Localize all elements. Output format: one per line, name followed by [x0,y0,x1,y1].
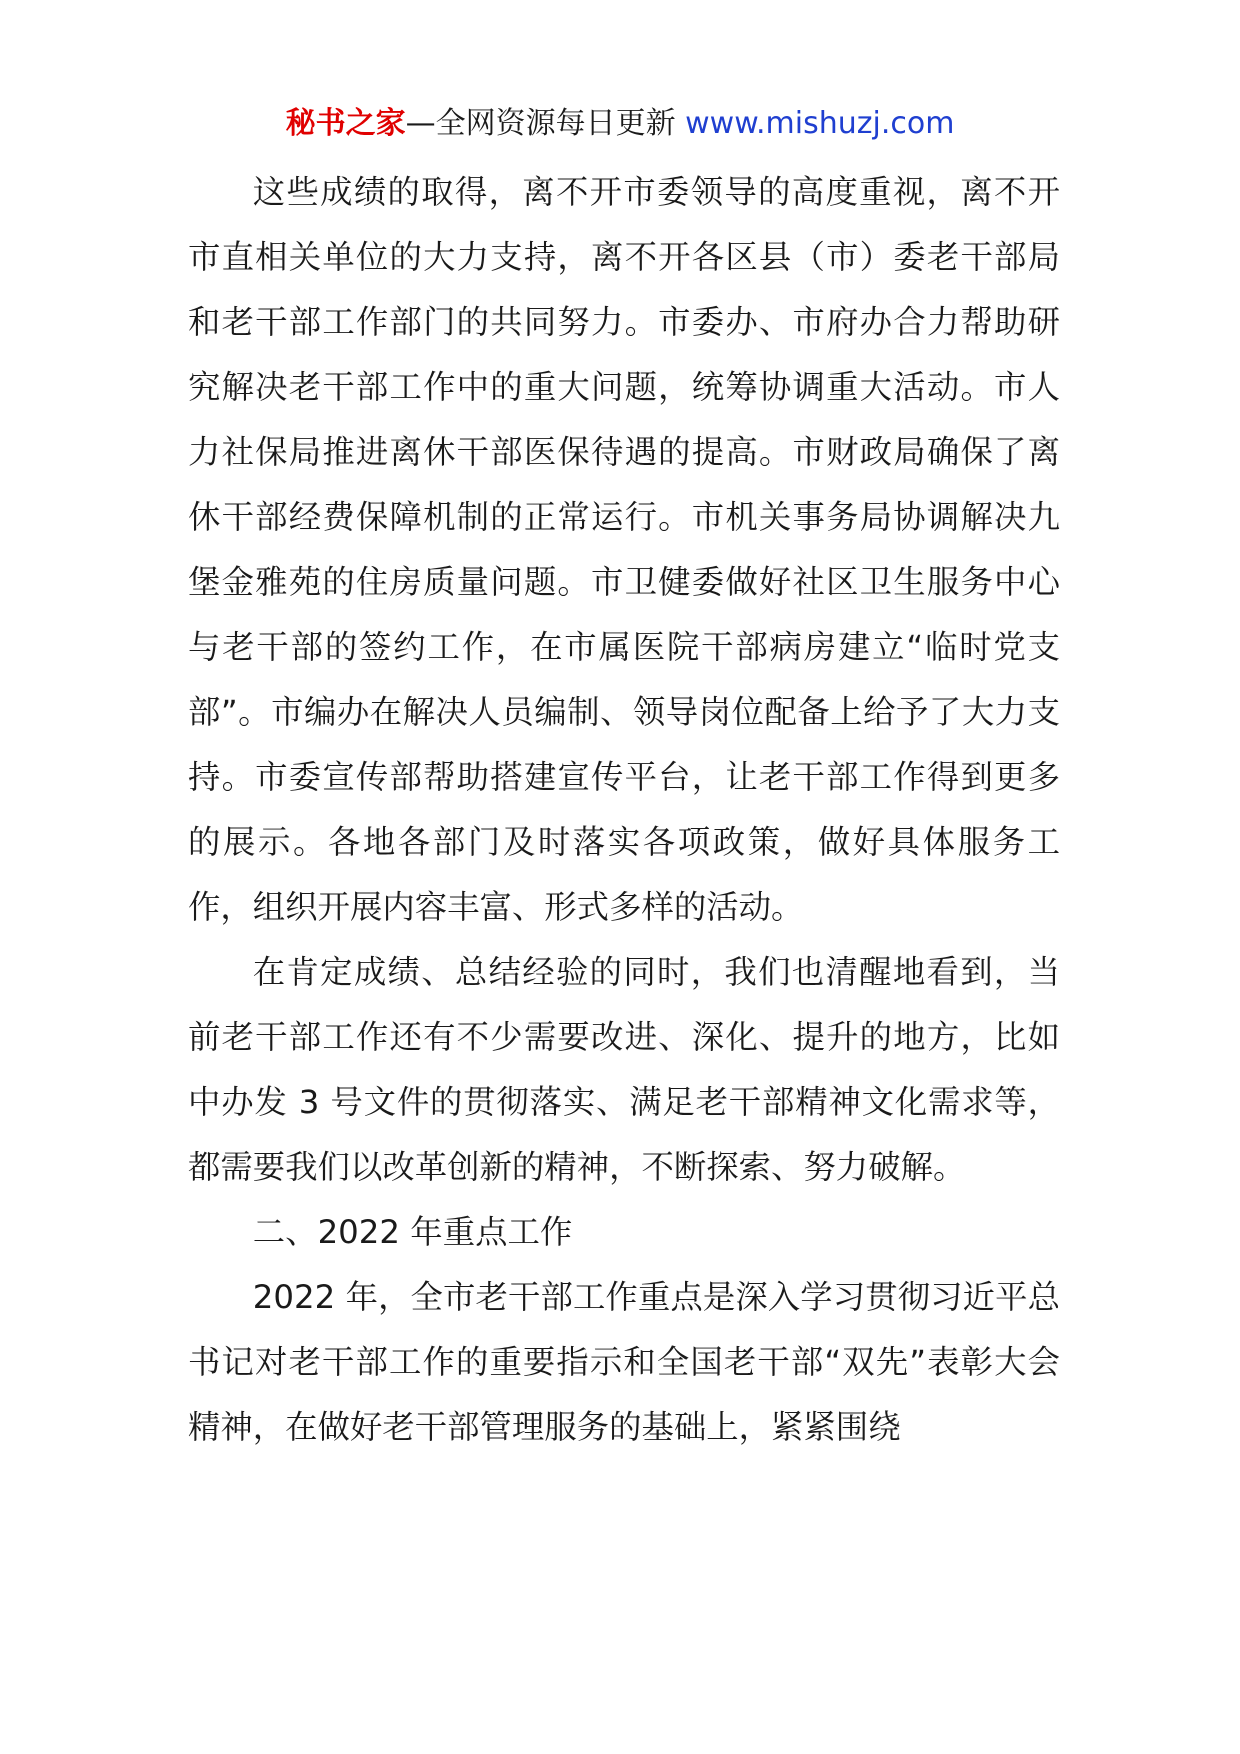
site-url[interactable]: www.mishuzj.com [685,106,955,141]
page-header [0,104,1240,144]
paragraph-shortcomings: 在肯定成绩、总结经验的同时，我们也清醒地看到，当前老干部工作还有不少需要改进、深化、提升的地方，比如中办发 3 号文件的贯彻落实、满足老干部精神文化需求等，都需要我们以改革创新的精神，不断探索、努力破解。 [188,953,1060,1186]
header-tagline: —全网资源每日更新 [405,106,676,141]
paragraph-achievements: 这些成绩的取得，离不开市委领导的高度重视，离不开市直相关单位的大力支持，离不开各区县（市）委老干部局和老干部工作部门的共同努力。市委办、市府办合力帮助研究解决老干部工作中的重大问题，统筹协调重大活动。市人力社保局推进离休干部医保待遇的提高。市财政局确保了离休干部经费保障机制的正常运行。市机关事务局协调解决九堡金雅苑的住房质量问题。市卫健委做好社区卫生服务中心与老干部的签约工作，在市属医院干部病房建立“临时党支部”。市编办在解决人员编制、领导岗位配备上给予了大力支持。市委宣传部帮助搭建宣传平台，让老干部工作得到更多的展示。各地各部门及时落实各项政策，做好具体服务工作，组织开展内容丰富、形式多样的活动。 [188,173,1060,926]
document-body [188,160,1060,1460]
section-heading: 二、2022 年重点工作 [252,1213,573,1251]
paragraph-key-work: 2022 年，全市老干部工作重点是深入学习贯彻习近平总书记对老干部工作的重要指示和全国老干部“双先”表彰大会精神，在做好老干部管理服务的基础上，紧紧围绕 [188,1278,1060,1446]
brand-name: 秘书之家 [285,106,406,141]
